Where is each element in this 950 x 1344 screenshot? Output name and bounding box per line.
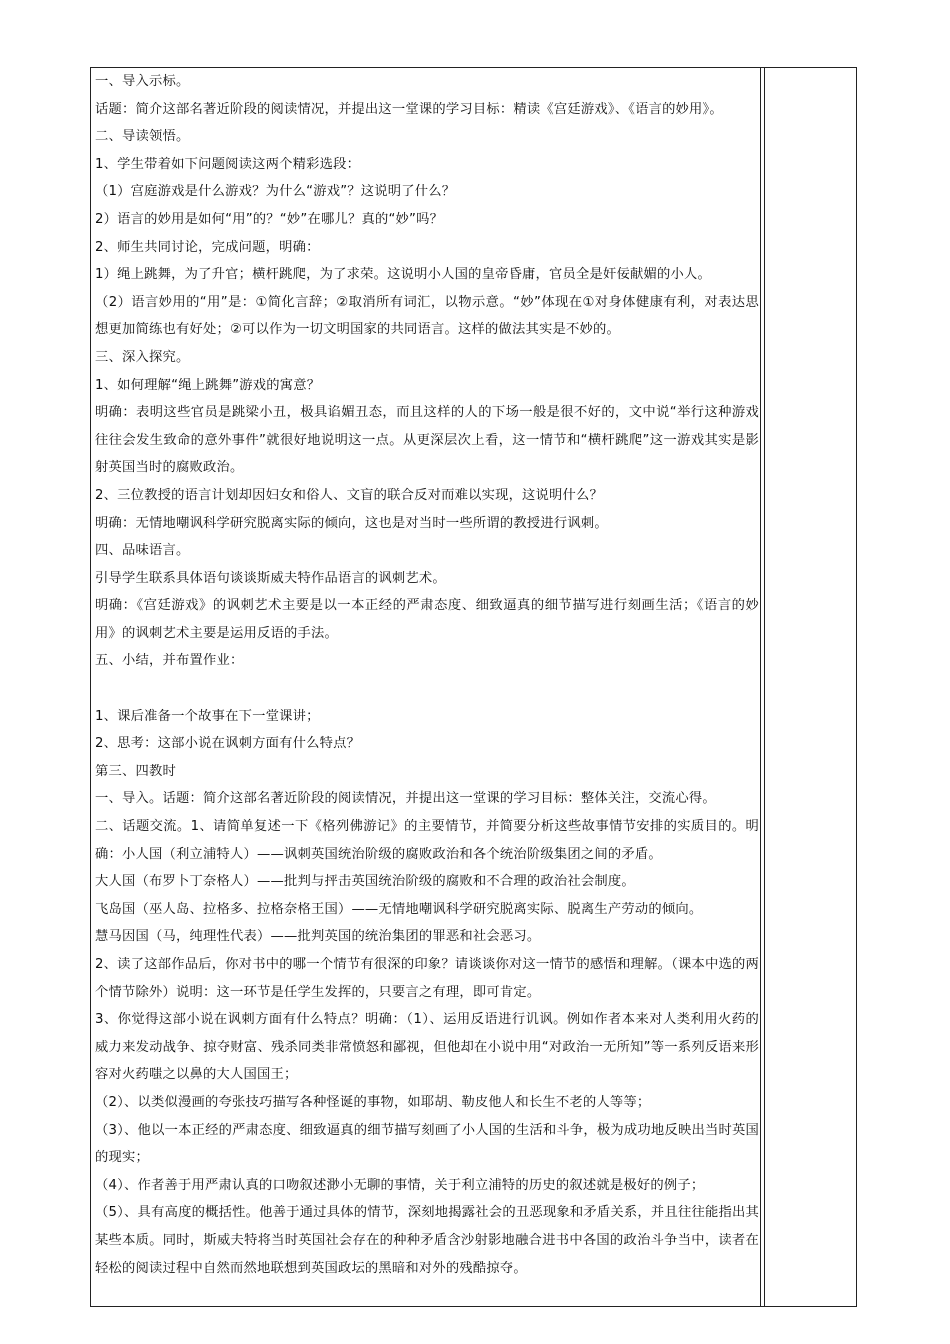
text-line: 明确：表明这些官员是跳梁小丑，极具谄媚丑态，而且这样的人的下场一般是很不好的，文中说“举行这种游戏往往会发生致命的意外事件”就很好地说明这一点。从更深层次上看，这一情节和“横杆跳爬”这一游戏其实是影射英国当时的腐败政治。 xyxy=(95,405,759,476)
text-line: 引导学生联系具体语句谈谈斯威夫特作品语言的讽刺艺术。 xyxy=(95,570,446,586)
section-heading: 第三、四教时 xyxy=(95,763,176,779)
text-line: （4）、作者善于用严肃认真的口吻叙述渺小无聊的事情，关于利立浦特的历史的叙述就是极好的例子； xyxy=(95,1177,705,1193)
text-line: 一、导入。话题：简介这部名著近阶段的阅读情况，并提出这一堂课的学习目标：整体关注，交流心得。 xyxy=(95,791,716,807)
blank-line xyxy=(95,675,759,703)
text-line: 明确：《宫廷游戏》的讽刺艺术主要是以一本正经的严肃态度、细致逼真的细节描写进行刻画生活；《语言的妙用》的讽刺艺术主要是运用反语的手法。 xyxy=(95,598,759,641)
text-line: 1、课后准备一个故事在下一堂课讲； xyxy=(95,708,320,724)
text-line: 3、你觉得这部小说在讽刺方面有什么特点？明确：（1）、运用反语进行讥讽。例如作者本来对人类利用火药的威力来发动战争、掠夺财富、残杀同类非常愤怒和鄙视，但他却在小说中用“对政治一无所知”等一系列反语来形容对火药嗤之以鼻的大人国国王； xyxy=(95,1012,759,1083)
text-line: 话题：简介这部名著近阶段的阅读情况，并提出这一堂课的学习目标：精读《宫廷游戏》、《语言的妙用》。 xyxy=(95,101,723,117)
column-divider xyxy=(760,68,761,1306)
text-line: 2、师生共同讨论，完成问题，明确： xyxy=(95,239,320,255)
section-heading: 二、导读领悟。 xyxy=(95,129,190,145)
text-line: 2、三位教授的语言计划却因妇女和俗人、文盲的联合反对而难以实现，这说明什么？ xyxy=(95,487,604,503)
text-line: 慧马因国（马，纯理性代表）——批判英国的统治集团的罪恶和社会恶习。 xyxy=(95,929,541,945)
text-line: 2、思考：这部小说在讽刺方面有什么特点？ xyxy=(95,736,361,752)
section-heading: 五、小结，并布置作业： xyxy=(95,653,244,669)
section-heading: 四、品味语言。 xyxy=(95,543,190,559)
text-line: （3）、他以一本正经的严肃态度、细致逼真的细节描写刻画了小人国的生活和斗争，极为成功地反映出当时英国的现实； xyxy=(95,1122,759,1166)
text-line: （2）、以类似漫画的夸张技巧描写各种怪诞的事物，如耶胡、勒皮他人和长生不老的人等等； xyxy=(95,1094,651,1110)
column-divider xyxy=(764,68,765,1306)
text-line: 1、如何理解“绳上跳舞”游戏的寓意？ xyxy=(95,377,321,393)
lesson-content xyxy=(95,68,759,1282)
text-line: （1）宫庭游戏是什么游戏？为什么“游戏”？这说明了什么？ xyxy=(95,184,456,200)
section-heading: 一、导入示标。 xyxy=(95,74,190,89)
text-line: （2）语言妙用的“用”是：①简化言辞；②取消所有词汇，以物示意。“妙”体现在①对身体健康有利，对表达思想更加简练也有好处；②可以作为一切文明国家的共同语言。这样的做法其实是不妙的。 xyxy=(95,294,759,338)
text-line: （5）、具有高度的概括性。他善于通过具体的情节，深刻地揭露社会的丑恶现象和矛盾关系，并且往往能指出其某些本质。同时，斯威夫特将当时英国社会存在的种种矛盾含沙射影地融合进书中各国的政治斗争当中，读者在轻松的阅读过程中自然而然地联想到英国政坛的黑暗和对外的残酷掠夺。 xyxy=(95,1205,759,1276)
lesson-table xyxy=(90,67,857,1307)
text-line: 飞岛国（巫人岛、拉格多、拉格奈格王国）——无情地嘲讽科学研究脱离实际、脱离生产劳动的倾向。 xyxy=(95,901,703,917)
text-line: 2）语言的妙用是如何“用”的？“妙”在哪儿？真的“妙”吗？ xyxy=(95,211,444,227)
text-line: 明确：无情地嘲讽科学研究脱离实际的倾向，这也是对当时一些所谓的教授进行讽刺。 xyxy=(95,515,608,531)
text-line: 大人国（布罗卜丁奈格人）——批判与抨击英国统治阶级的腐败和不合理的政治社会制度。 xyxy=(95,874,635,890)
section-heading: 三、深入探究。 xyxy=(95,349,190,365)
text-line: 2、读了这部作品后，你对书中的哪一个情节有很深的印象？请谈谈你对这一情节的感悟和理解。（课本中选的两个情节除外）说明：这一环节是任学生发挥的，只要言之有理，即可肯定。 xyxy=(95,957,759,1000)
text-line: 1）绳上跳舞，为了升官；横杆跳爬，为了求荣。这说明小人国的皇帝昏庸，官员全是奸佞献媚的小人。 xyxy=(95,267,712,283)
text-line: 二、话题交流。1、请简单复述一下《格列佛游记》的主要情节，并简要分析这些故事情节安排的实质目的。明确：小人国（利立浦特人）——讽刺英国统治阶级的腐败政治和各个统治阶级集团之间的矛盾。 xyxy=(95,819,759,862)
text-line: 1、学生带着如下问题阅读这两个精彩选段： xyxy=(95,156,361,172)
